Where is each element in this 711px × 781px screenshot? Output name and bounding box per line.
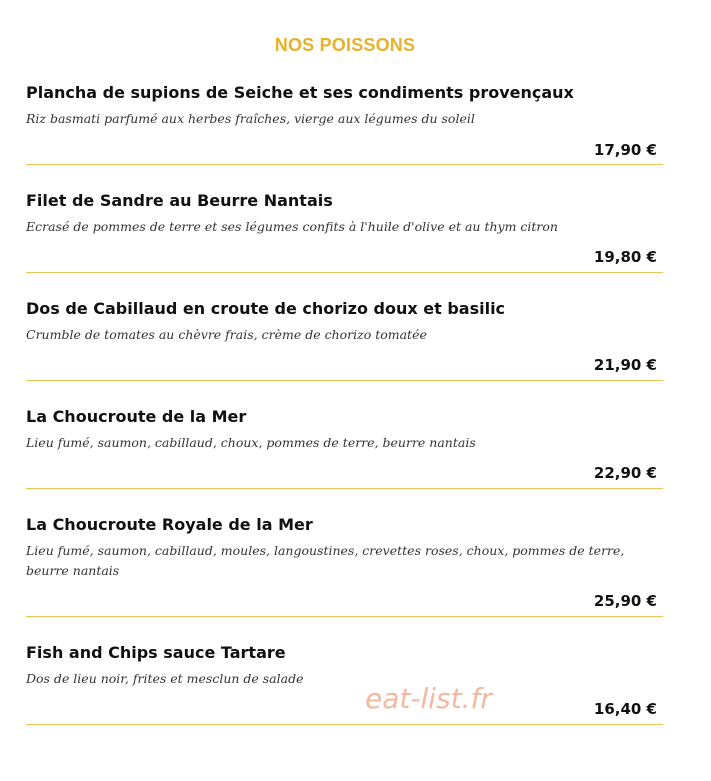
item-name: La Choucroute Royale de la Mer bbox=[26, 515, 313, 534]
item-name: Plancha de supions de Seiche et ses condiments provençaux bbox=[26, 83, 574, 102]
divider bbox=[26, 380, 663, 381]
item-description: Crumble de tomates au chèvre frais, crème de chorizo tomatée bbox=[26, 327, 427, 342]
item-price: 21,90 € bbox=[593, 356, 657, 374]
menu-item bbox=[26, 515, 663, 610]
item-name: Dos de Cabillaud en croute de chorizo doux et basilic bbox=[26, 299, 506, 318]
divider bbox=[26, 164, 663, 165]
item-price: 17,90 € bbox=[593, 141, 657, 159]
watermark: eat-list.fr bbox=[365, 682, 492, 715]
divider bbox=[26, 724, 663, 725]
menu-item bbox=[26, 407, 663, 482]
item-name: La Choucroute de la Mer bbox=[26, 407, 247, 426]
item-price: 25,90 € bbox=[593, 592, 657, 610]
item-name: Filet de Sandre au Beurre Nantais bbox=[26, 191, 333, 210]
item-description: Dos de lieu noir, frites et mesclun de salade bbox=[26, 671, 304, 686]
menu-item bbox=[26, 191, 663, 266]
item-name: Fish and Chips sauce Tartare bbox=[26, 643, 286, 662]
divider bbox=[26, 272, 663, 273]
item-description: Riz basmati parfumé aux herbes fraîches, vierge aux légumes du soleil bbox=[26, 111, 475, 126]
item-description: Ecrasé de pommes de terre et ses légumes confits à l'huile d'olive et au thym citron bbox=[26, 219, 558, 234]
item-description: Lieu fumé, saumon, cabillaud, choux, pommes de terre, beurre nantais bbox=[26, 435, 476, 450]
divider bbox=[26, 488, 663, 489]
item-description: Lieu fumé, saumon, cabillaud, moules, langoustines, crevettes roses, choux, pommes de terre, beurre nantais bbox=[26, 543, 625, 578]
menu-item bbox=[26, 299, 663, 374]
divider bbox=[26, 616, 663, 617]
section-title: NOS POISSONS bbox=[274, 35, 416, 55]
item-price: 22,90 € bbox=[593, 464, 657, 482]
menu-item bbox=[26, 83, 663, 159]
item-price: 19,80 € bbox=[593, 248, 657, 266]
item-price: 16,40 € bbox=[593, 700, 657, 718]
